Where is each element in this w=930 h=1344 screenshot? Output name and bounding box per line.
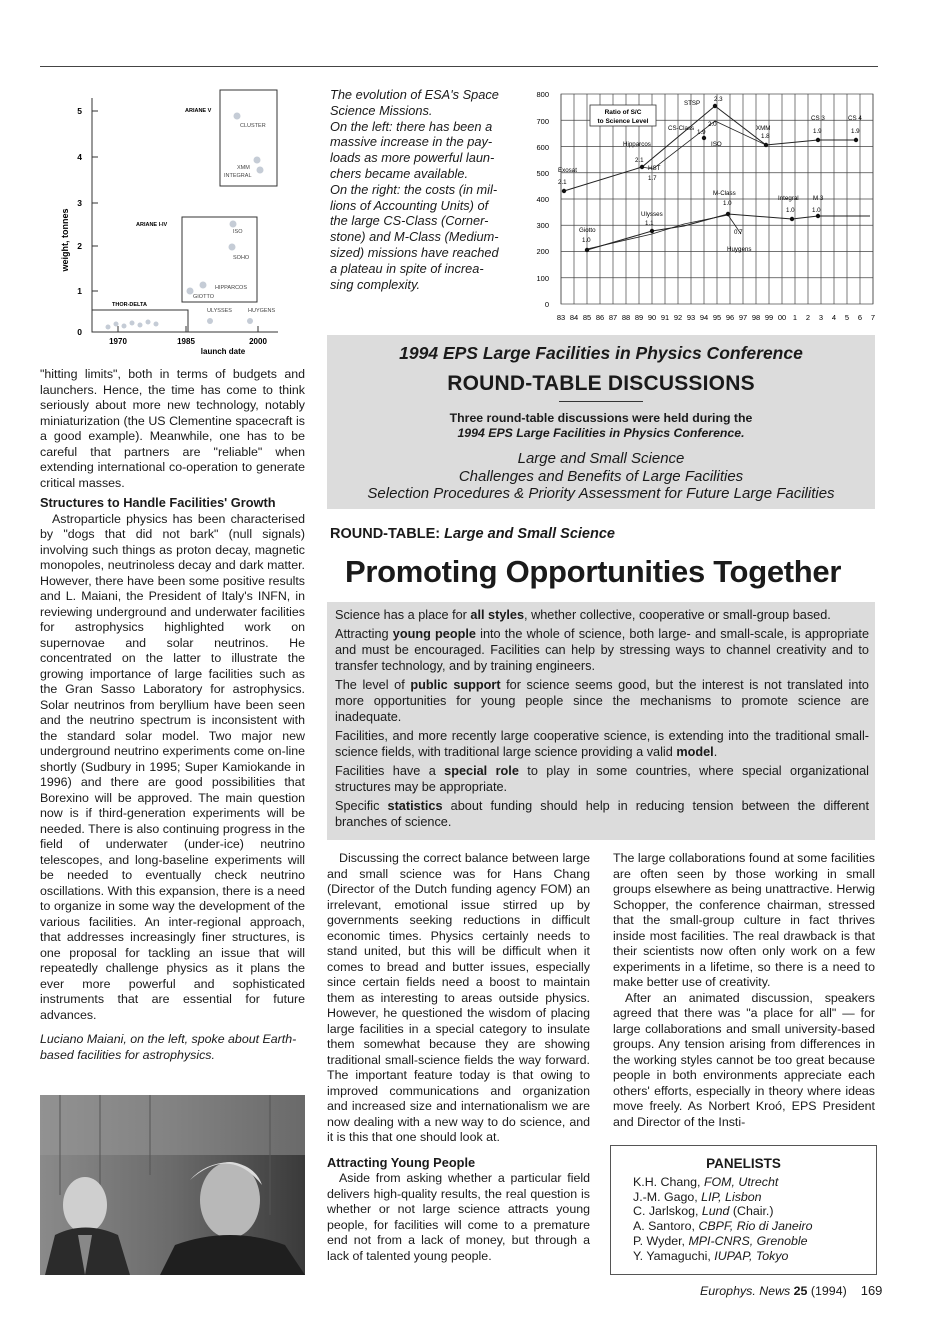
label-giotto: GIOTTO: [193, 294, 214, 300]
panelist: C. Jarlskog, Lund (Chair.): [633, 1204, 774, 1219]
xtick: 94: [699, 313, 709, 322]
year: (1994): [807, 1284, 847, 1298]
ratio-label: 1.9: [697, 129, 706, 136]
label-ariane14: ARIANE I-IV: [136, 222, 168, 228]
ratio-label: 2.1: [558, 179, 567, 186]
summary-item: The level of public support for science seems good, but the interest is not translated into more opportunities for young people since the mechanisms to promote science are inadequate.: [335, 678, 869, 724]
paragraph: The large collaborations found at some facilities are often seen by those working in small groups elsewhere as being unattractive. Herwig Schopper, the conference chairman, stressed that the small-group culture in fact thrives inside most facilities. The real drawback is that their scientists now often only work on a few experiments in a lifetime, so there is a need to make better use of creativity.: [613, 851, 875, 989]
panelist: P. Wyder, MPI-CNRS, Grenoble: [633, 1233, 808, 1248]
label-ulysses: ULYSSES: [207, 308, 232, 314]
paragraph: Discussing the correct balance between large and small science was for Hans Chang (Director of the Dutch funding agency FOM) an irrelevant, emotional issue stirred up by governments seeking reductions in difficult economic times. Physics certainly needs to stand united, but this will be difficult when it comes to bread and butter issues, especially since certain fields need a boost to maintain them as interesting to areas outside physics. However, he questioned the wisdom of placing large facilities in a special category to insulate them somewhat because they are showing traditional small-science fields the way forward. The important feature today is that owing to improved communications and organization and increased size and internationalism we are now dealing with a new way to do science, and it is this that one should look at.: [327, 851, 590, 1144]
article-headline: Promoting Opportunities Together: [345, 554, 842, 589]
paragraph: "hitting limits", both in terms of budgets and launchers. Hence, the time has come to think seriously about more new technology, notably miniaturization (the US Clementine spacecraft is a good example). Meanwhile, one has to be careful that partners are "reliable" when extending international co-operation to generate critical masses.: [40, 367, 305, 490]
xtick: 84: [569, 313, 579, 322]
label-xmm: XMM: [756, 125, 771, 132]
paragraph: Aside from asking whether a particular field delivers high-quality results, the real question is whether or not large science attracts young people, for facilities will come to a premature end not from a lack of money, but through a lack of talented young people.: [327, 1171, 590, 1263]
left-column: [40, 367, 305, 1063]
ytick: 200: [536, 247, 549, 256]
label-thordelta: THOR-DELTA: [112, 302, 147, 308]
ratio-label: 0.7: [734, 229, 743, 236]
xtick: 1: [792, 313, 798, 322]
xtick: 87: [608, 313, 618, 322]
xtick: 5: [844, 313, 850, 322]
xtick: 93: [686, 313, 696, 322]
label-exosat: Exosat: [558, 167, 577, 174]
ytick: 3: [77, 198, 82, 208]
label-giotto: Giotto: [579, 227, 596, 234]
label-ulysses: Ulysses: [641, 211, 663, 218]
xtick: 92: [673, 313, 683, 322]
ytick: 0: [77, 327, 82, 337]
xtick: 7: [870, 313, 876, 322]
conference-title: 1994 EPS Large Facilities in Physics Conference: [399, 343, 803, 363]
photo-caption: Luciano Maiani, on the left, spoke about Earth-based facilities for astrophysics.: [40, 1032, 297, 1062]
ytick: 100: [536, 274, 549, 283]
label-huygens: HUYGENS: [248, 308, 276, 314]
section-heading: Structures to Handle Facilities' Growth: [40, 495, 276, 510]
panelist: J.-M. Gago, LIP, Lisbon: [633, 1189, 762, 1204]
xtick: 4: [831, 313, 837, 322]
ytick: 5: [77, 106, 82, 116]
panelist: A. Santoro, CBPF, Rio di Janeiro: [633, 1219, 813, 1234]
label-csclass: CS-Class: [668, 125, 695, 132]
ytick: 1: [77, 286, 82, 296]
label-hipparcos: Hipparcos: [623, 141, 651, 148]
conference-subtitle: ROUND-TABLE DISCUSSIONS: [447, 372, 755, 395]
ratio-label: 2.0: [708, 121, 717, 128]
xtick: 96: [725, 313, 735, 322]
summary-item: Specific statistics about funding should help in reducing tension between the different branches of science.: [335, 799, 869, 830]
label-mclass: M-Class: [713, 190, 736, 197]
ratio-label: 1.0: [812, 207, 821, 214]
conference-box: [327, 335, 875, 509]
divider: [559, 401, 643, 402]
xtick: 6: [857, 313, 863, 322]
ratio-label: 2.1: [635, 157, 644, 164]
ratio-label: 1.0: [786, 207, 795, 214]
ytick: 500: [536, 169, 549, 178]
payload-chart: [40, 80, 310, 370]
xtick: 85: [582, 313, 592, 322]
ratio-label: 1.0: [723, 200, 732, 207]
legend-science: to Science Level: [597, 118, 649, 125]
label-cluster: CLUSTER: [240, 123, 266, 129]
paragraph: After an animated discussion, speakers agreed that there was "a place for all" — for large collaborations and small university-based groups. Any tension arising from differences in the working styles cannot be too great because people in both environments appreciate each others' efforts, especially in theory where ideas move freely. As Norbert Kroó, EPS President and Director of the Insti-: [613, 990, 875, 1129]
panelists-title: PANELISTS: [706, 1156, 781, 1171]
ratio-label: 1.8: [761, 133, 770, 140]
xtick: 83: [556, 313, 566, 322]
page-footer: [700, 1283, 882, 1298]
ytick: 300: [536, 221, 549, 230]
ytick: 4: [77, 152, 82, 162]
panelists-box: [610, 1145, 877, 1275]
summary-item: Attracting young people into the whole of science, both large- and small-scale, is appropriate and must be encouraged. Facilities can help by stressing ways to channel creativity and to transfer technology, and by training engineers.: [335, 627, 870, 673]
label-integral: Integral: [778, 195, 799, 202]
journal-name: Europhys. News: [700, 1284, 791, 1298]
label-huygens: Huygens: [727, 246, 752, 253]
xtick: 95: [712, 313, 722, 322]
conference-topics: Large and Small Science Challenges and Benefits of Large Facilities Selection Procedures & Priority Assessment for Future Large Facilities: [367, 450, 835, 502]
ytick: 2: [77, 241, 82, 251]
figure-caption: The evolution of ESA's Space Science Missions. On the left: there has been a massive increase in the pay- loads as more powerful laun- chers became available. On the right: the costs (in mil- lions of Accounting Units) of the large CS-Class (Corner- stone) and M-Class (Medium- sized) missions have reached a plateau in spite of increa- sing complexity.: [330, 87, 499, 292]
xtick: 98: [751, 313, 761, 322]
page-number: 169: [860, 1283, 883, 1298]
summary-item: Facilities, and more recently large cooperative science, is extending into the traditional small-science fields, with traditional large science providing a valid model.: [335, 729, 869, 759]
conference-description: Three round-table discussions were held during the 1994 EPS Large Facilities in Physics Conference.: [449, 411, 753, 440]
photo-luciano-maiani: [40, 1095, 305, 1275]
middle-column: [327, 851, 590, 1264]
summary-box: [327, 602, 875, 840]
xtick: 89: [634, 313, 644, 322]
label-cs3: CS 3: [811, 115, 825, 122]
xtick: 1985: [177, 337, 195, 346]
label-xmm: XMM: [237, 165, 250, 171]
ytick: 700: [536, 117, 549, 126]
ytick: 400: [536, 195, 549, 204]
summary-item: Science has a place for all styles, whether collective, cooperative or small-group based.: [335, 608, 831, 622]
ratio-label: 1.9: [851, 128, 860, 135]
xtick: 2000: [249, 337, 267, 346]
xtick: 97: [738, 313, 748, 322]
xtick: 2: [805, 313, 811, 322]
legend-ratio: Ratio of S/C: [604, 109, 642, 116]
label-hipparcos: HIPPARCOS: [215, 285, 247, 291]
roundtable-label: ROUND-TABLE: Large and Small Science: [330, 526, 615, 542]
label-iso: ISO: [233, 229, 243, 235]
ratio-label: 1.7: [648, 175, 657, 182]
left-chart-xlabel: launch date: [200, 347, 246, 356]
xtick: 88: [621, 313, 631, 322]
xtick: 86: [595, 313, 605, 322]
xtick: 99: [764, 313, 774, 322]
top-rule: [40, 66, 878, 67]
ytick: 0: [544, 300, 549, 309]
xtick: 1970: [109, 337, 127, 346]
label-ariane5: ARIANE V: [185, 108, 212, 114]
left-chart-ylabel: weight, tonnes: [60, 208, 70, 272]
paragraph: Astroparticle physics has been characterised by "dogs that did not bark" (null signals) involving such things as proton decay, magnetic monopoles, neutrinoless decay and dark matter. However, there have been some positive results and L. Maiani, the President of Italy's INFN, in reviewing underground and underwater facilities for astrophysics highlighted work on supernovae and solar neutrinos. He concentrated on the latter to illustrate the growing importance of large facilities such as the Gran Sasso Laboratory for astrophysics. Solar neutrinos from beryllium have been seen and the neutrino spectrum is inconsistent with the standard solar model. Two major new underground neutrino experiments come on-line shortly (Sudbury in 1995; Super Kamiokande in 1996) and there are good possibilities that Borexino will be approved. The main question now is if third-generation experiments will be needed. There is also continuing progress in the field of underwater (under-ice) neutrino telescopes, and long-baseline experiments will be needed to eventually check neutrino oscillations. With this expansion, there is a need to organize in some way the development of the various facilities. An inter-regional approach, that addresses increasingly finer structures, is one proposal for tackling an issue that will repeatedly challenge physics as it plans the ever more powerful and sophisticated instruments that are essential for future advances.: [40, 511, 305, 1022]
label-hst: HST: [648, 165, 661, 172]
ratio-label: 1.0: [582, 237, 591, 244]
right-column: [613, 851, 875, 1130]
xtick: 00: [777, 313, 787, 322]
ytick: 800: [536, 90, 549, 99]
label-soho: SOHO: [233, 255, 250, 261]
label-integral: INTEGRAL: [224, 173, 252, 179]
label-stsp: STSP: [684, 100, 701, 107]
volume: 25: [790, 1284, 808, 1298]
panelist: Y. Yamaguchi, IUPAP, Tokyo: [633, 1248, 789, 1263]
ratio-label: 1.1: [645, 220, 654, 227]
xtick: 91: [660, 313, 670, 322]
section-heading: Attracting Young People: [327, 1154, 476, 1170]
panelist: K.H. Chang, FOM, Utrecht: [633, 1175, 779, 1189]
label-m3: M 3: [813, 195, 824, 202]
cost-chart: [525, 84, 885, 324]
xtick: 90: [647, 313, 657, 322]
label-cs4: CS 4: [848, 115, 862, 122]
summary-item: Facilities have a special role to play in some countries, where special organizational structures may be appropriate.: [335, 764, 870, 794]
xtick: 3: [818, 313, 824, 322]
label-iso: ISO: [711, 141, 722, 148]
ratio-label: 1.9: [813, 128, 822, 135]
ytick: 600: [536, 143, 549, 152]
ratio-label: 2.3: [714, 96, 723, 103]
